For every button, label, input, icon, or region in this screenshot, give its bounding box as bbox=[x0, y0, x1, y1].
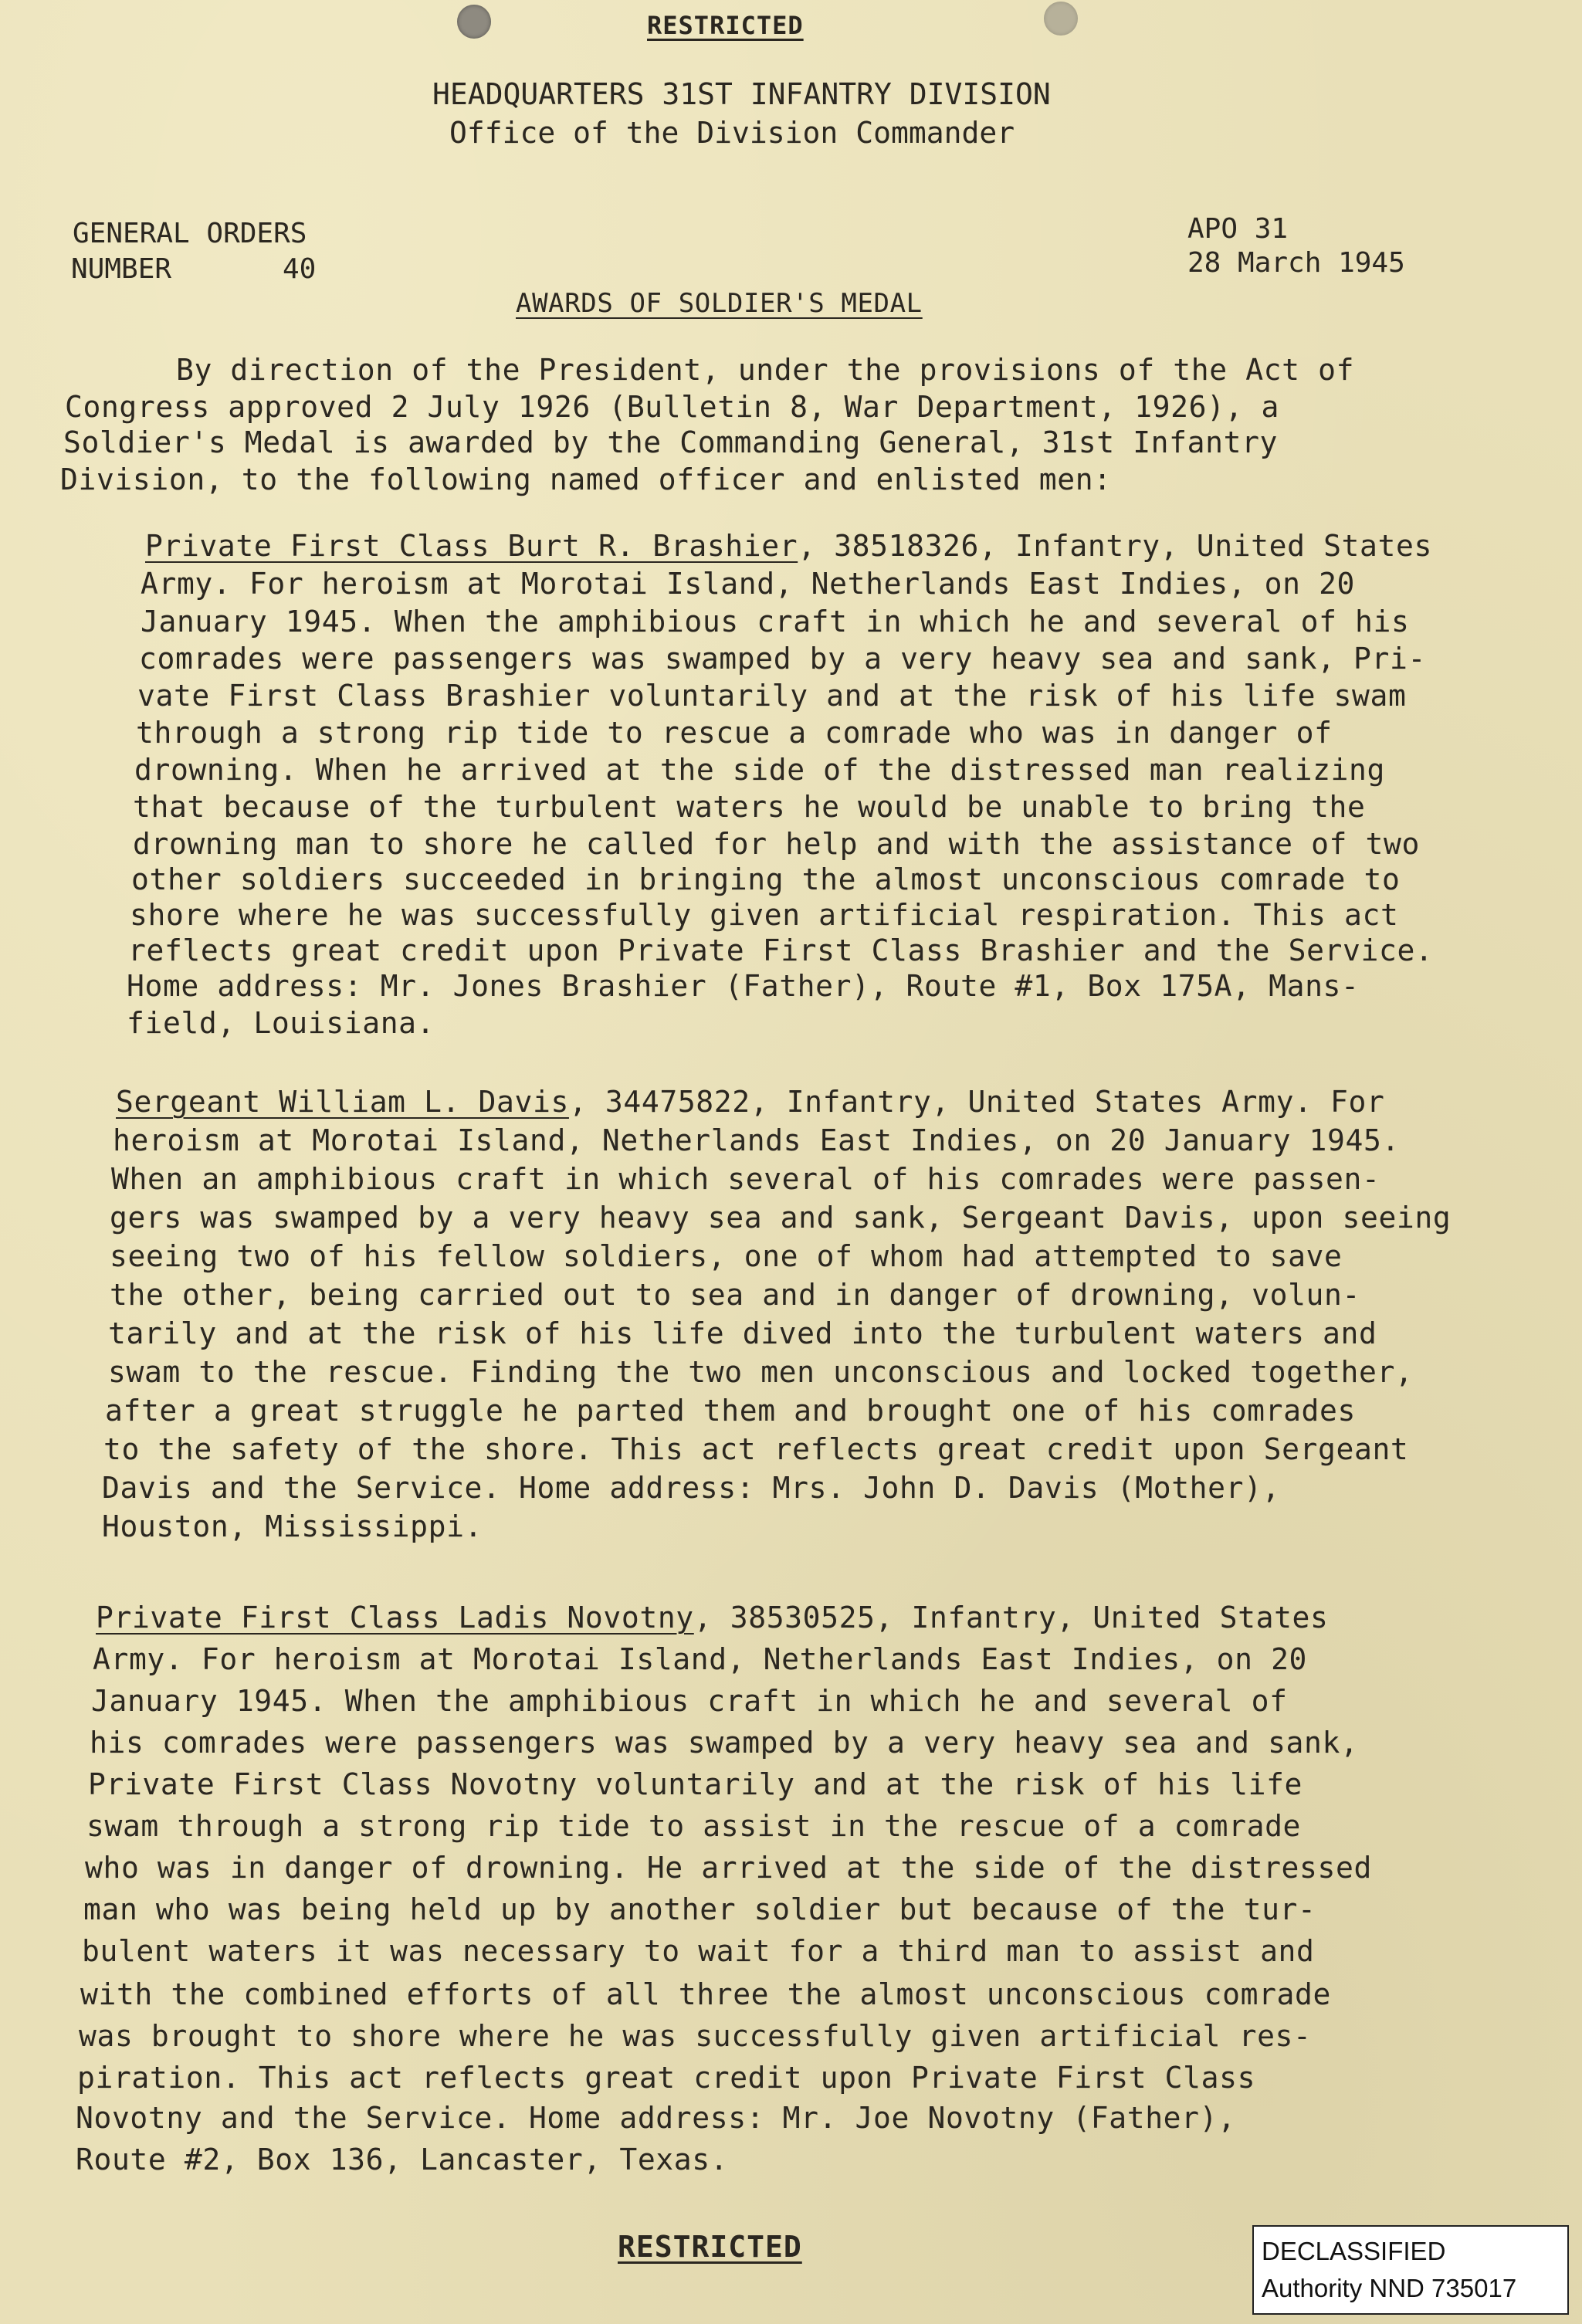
document-title: AWARDS OF SOLDIER'S MEDAL bbox=[516, 288, 923, 319]
award-text-line: swam to the rescue. Finding the two men unconscious and locked together, bbox=[108, 1355, 1414, 1389]
punch-hole-left bbox=[457, 5, 491, 39]
award-text-line: Army. For heroism at Morotai Island, Netherlands East Indies, on 20 bbox=[141, 567, 1356, 601]
award-text-line: Home address: Mr. Jones Brashier (Father), Route #1, Box 175A, Mans- bbox=[127, 969, 1360, 1003]
award-text-line: field, Louisiana. bbox=[127, 1006, 435, 1040]
declassified-stamp bbox=[1252, 2225, 1569, 2315]
apo-label: APO 31 bbox=[1187, 213, 1289, 245]
restricted-marking-top: RESTRICTED bbox=[647, 11, 804, 40]
award-text-line: Novotny and the Service. Home address: Mr. Joe Novotny (Father), bbox=[76, 2101, 1236, 2135]
award-text-line: bulent waters it was necessary to wait for a third man to assist and bbox=[82, 1934, 1315, 1968]
order-number: 40 bbox=[283, 253, 317, 285]
award-text-line: January 1945. When the amphibious craft in which he and several of his bbox=[141, 605, 1410, 639]
recipient-name: Private First Class Burt R. Brashier bbox=[145, 529, 798, 563]
award-text-line: man who was being held up by another soldier but because of the tur- bbox=[83, 1892, 1316, 1926]
recipient-name: Private First Class Ladis Novotny bbox=[96, 1601, 694, 1635]
award-text-line: heroism at Morotai Island, Netherlands East Indies, on 20 January 1945. bbox=[113, 1123, 1400, 1157]
award-text-line: shore where he was successfully given artificial respiration. This act bbox=[130, 898, 1399, 932]
award-text-line: tarily and at the risk of his life dived into the turbulent waters and bbox=[108, 1316, 1377, 1350]
award-text-line: Davis and the Service. Home address: Mrs. John D. Davis (Mother), bbox=[102, 1471, 1281, 1505]
award-text-line: other soldiers succeeded in bringing the almost unconscious comrade to bbox=[131, 862, 1401, 896]
intro-line: Division, to the following named officer and enlisted men: bbox=[60, 462, 1112, 496]
award-first-line bbox=[96, 1601, 1329, 1635]
award-text-line: drowning. When he arrived at the side of the distressed man realizing bbox=[134, 753, 1385, 787]
award-text-line: through a strong rip tide to rescue a comrade who was in danger of bbox=[136, 716, 1333, 750]
award-first-line bbox=[145, 531, 1432, 561]
award-text-line: comrades were passengers was swamped by a very heavy sea and sank, Pri- bbox=[139, 642, 1426, 676]
award-text-line: drowning man to shore he called for help and with the assistance of two bbox=[133, 827, 1420, 861]
award-text-line: reflects great credit upon Private First Class Brashier and the Service. bbox=[128, 933, 1434, 967]
award-text-line: his comrades were passengers was swamped by a very heavy sea and sank, bbox=[90, 1726, 1359, 1760]
number-label: NUMBER bbox=[71, 253, 172, 285]
serial-and-branch: , 38518326, Infantry, United States bbox=[798, 529, 1432, 563]
award-text-line: with the combined efforts of all three the almost unconscious comrade bbox=[80, 1977, 1331, 2011]
intro-line: Soldier's Medal is awarded by the Commanding General, 31st Infantry bbox=[63, 425, 1279, 459]
award-text-line: who was in danger of drowning. He arrived at the side of the distressed bbox=[85, 1851, 1372, 1885]
award-text-line: swam through a strong rip tide to assist in the rescue of a comrade bbox=[86, 1809, 1302, 1843]
award-text-line: January 1945. When the amphibious craft in which he and several of bbox=[91, 1684, 1288, 1718]
award-text-line: Army. For heroism at Morotai Island, Netherlands East Indies, on 20 bbox=[93, 1642, 1308, 1676]
award-text-line: Houston, Mississippi. bbox=[102, 1509, 483, 1543]
authority-label: Authority NND 735017 bbox=[1262, 2274, 1517, 2302]
award-text-line: vate First Class Brashier voluntarily and at the risk of his life swam bbox=[137, 679, 1407, 713]
order-date: 28 March 1945 bbox=[1187, 247, 1405, 279]
recipient-name: Sergeant William L. Davis bbox=[116, 1085, 569, 1119]
award-text-line: to the safety of the shore. This act reflects great credit upon Sergeant bbox=[103, 1432, 1409, 1466]
award-text-line: the other, being carried out to sea and in danger of drowning, volun- bbox=[110, 1278, 1360, 1312]
serial-and-branch: , 38530525, Infantry, United States bbox=[693, 1601, 1329, 1635]
headquarters-heading: HEADQUARTERS 31ST INFANTRY DIVISION bbox=[432, 77, 1051, 111]
award-text-line: that because of the turbulent waters he would be unable to bring the bbox=[133, 790, 1366, 824]
intro-line: Congress approved 2 July 1926 (Bulletin 8, War Department, 1926), a bbox=[65, 390, 1280, 424]
award-text-line: Private First Class Novotny voluntarily and at the risk of his life bbox=[88, 1767, 1303, 1801]
award-text-line: piration. This act reflects great credit upon Private First Class bbox=[77, 2061, 1256, 2095]
office-subheading: Office of the Division Commander bbox=[449, 116, 1015, 150]
award-text-line: Route #2, Box 136, Lancaster, Texas. bbox=[76, 2143, 729, 2177]
award-text-line: gers was swamped by a very heavy sea and sank, Sergeant Davis, upon seeing bbox=[110, 1201, 1452, 1235]
award-text-line: seeing two of his fellow soldiers, one of whom had attempted to save bbox=[110, 1239, 1343, 1273]
punch-hole-right bbox=[1044, 2, 1078, 36]
award-text-line: after a great struggle he parted them and brought one of his comrades bbox=[105, 1394, 1356, 1428]
restricted-marking-bottom: RESTRICTED bbox=[618, 2230, 802, 2264]
serial-and-branch: , 34475822, Infantry, United States Army. For bbox=[568, 1085, 1385, 1119]
declassified-label: DECLASSIFIED bbox=[1262, 2237, 1446, 2265]
award-text-line: When an amphibious craft in which several of his comrades were passen- bbox=[111, 1162, 1380, 1196]
award-first-line bbox=[116, 1085, 1385, 1119]
general-orders-label: GENERAL ORDERS bbox=[73, 218, 307, 249]
award-text-line: was brought to shore where he was successfully given artificial res- bbox=[79, 2019, 1312, 2053]
intro-line: By direction of the President, under the provisions of the Act of bbox=[176, 353, 1355, 387]
